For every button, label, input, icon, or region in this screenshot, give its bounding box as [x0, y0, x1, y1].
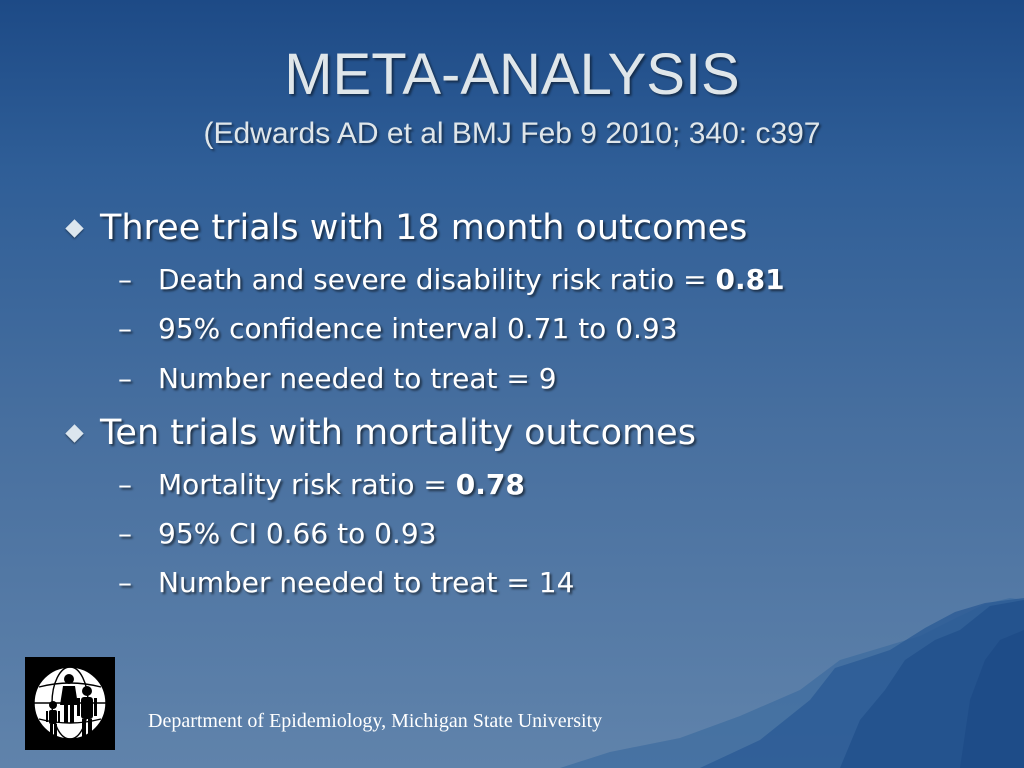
sub-item [118, 565, 574, 601]
sub-item-value: 0.78 [455, 468, 525, 501]
sub-item-text: Mortality risk ratio = [158, 468, 456, 501]
sub-item-text: Number needed to treat = 9 [158, 362, 557, 395]
dash-marker: – [118, 468, 132, 501]
family-globe-icon [25, 657, 115, 750]
bullet-item: Ten trials with mortality outcomes [100, 413, 696, 453]
sub-item-text: 95% CI 0.66 to 0.93 [158, 517, 437, 550]
slide-title: META-ANALYSIS [284, 42, 740, 107]
dash-marker: – [118, 312, 132, 345]
dash-marker: – [118, 566, 132, 599]
sub-item-value: 0.81 [715, 263, 785, 296]
sub-item [118, 311, 678, 347]
footer-text: Department of Epidemiology, Michigan State University [148, 710, 603, 732]
sub-item-text: Number needed to treat = 14 [158, 566, 575, 599]
dash-marker: – [118, 517, 132, 550]
bullet-item: Three trials with 18 month outcomes [100, 208, 748, 248]
dash-marker: – [118, 362, 132, 395]
sub-item-text: 95% confidence interval 0.71 to 0.93 [158, 312, 678, 345]
slide-subtitle: (Edwards AD et al BMJ Feb 9 2010; 340: c397 [203, 117, 821, 150]
dash-marker: – [118, 263, 132, 296]
sub-item [118, 467, 525, 503]
sub-item [118, 262, 785, 298]
sub-item [118, 516, 436, 552]
sub-item-text: Death and severe disability risk ratio = [158, 263, 716, 296]
sub-item [118, 361, 557, 397]
